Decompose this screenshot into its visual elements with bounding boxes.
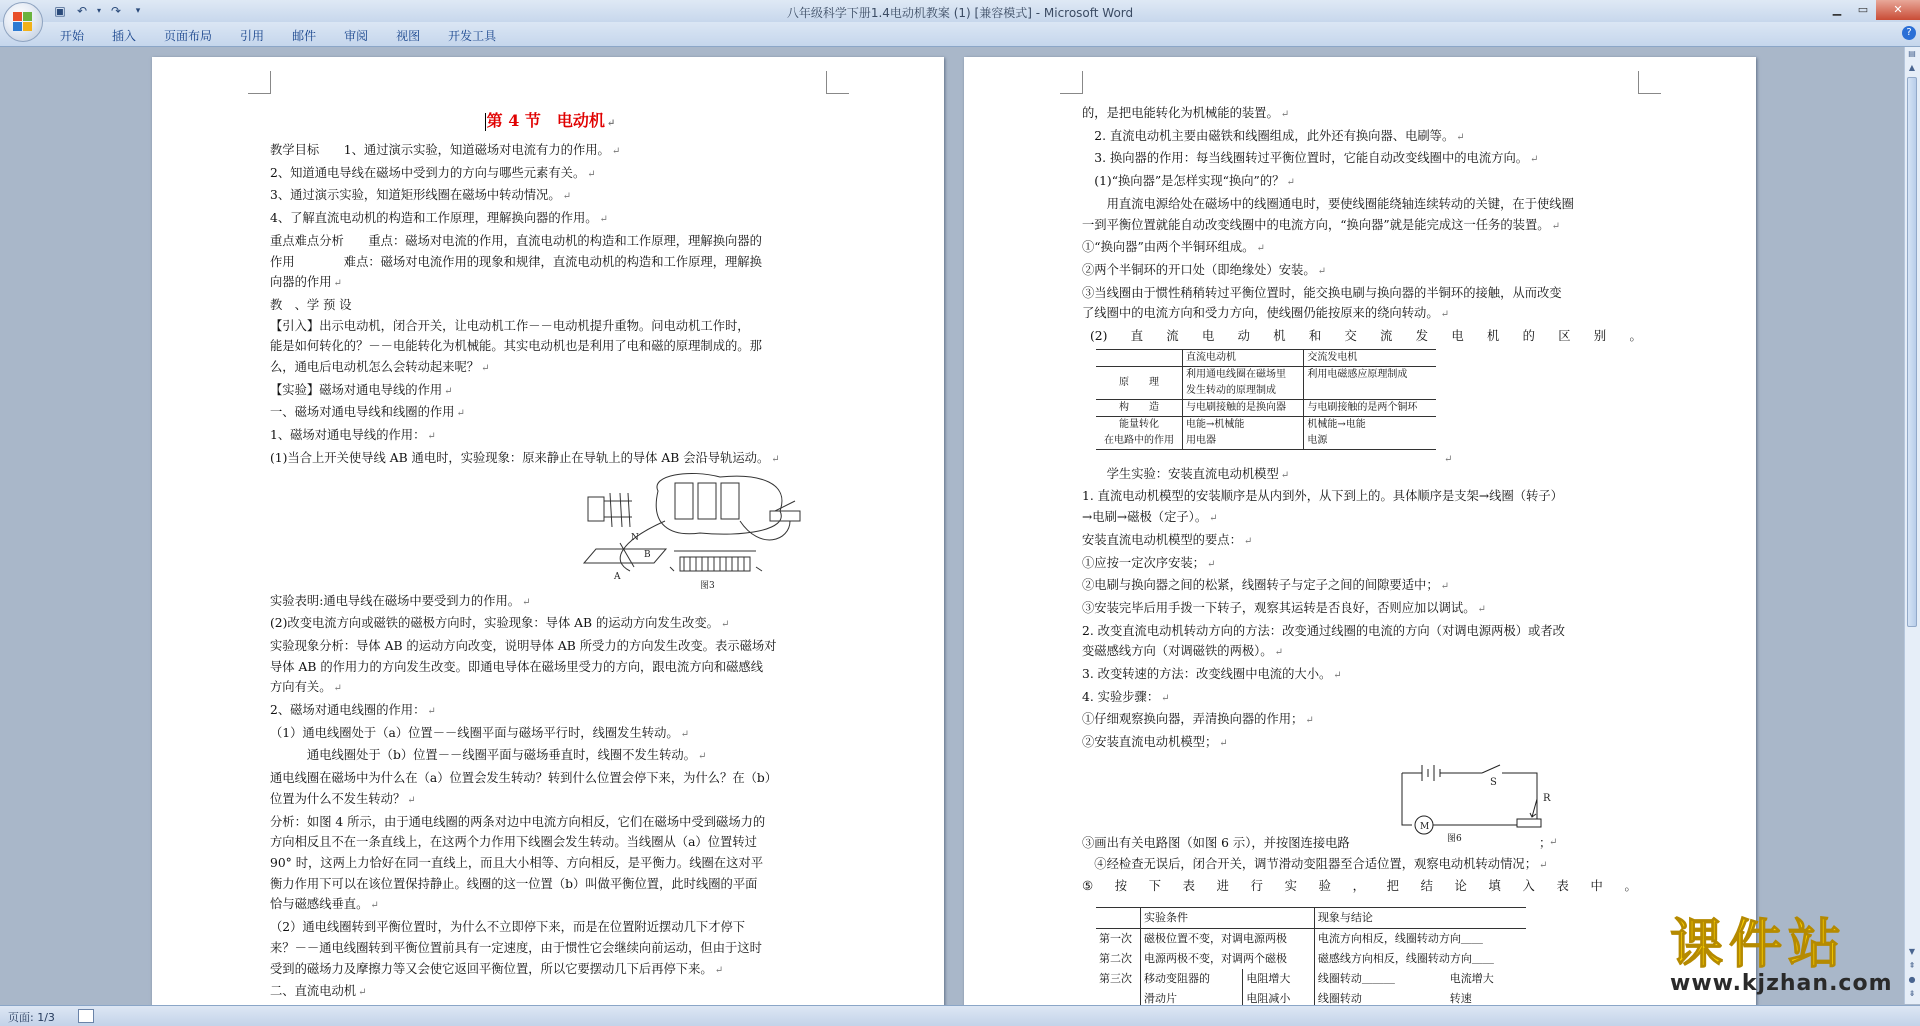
paragraph: 一、磁场对通电导线和线圈的作用 ↵ [270, 405, 465, 420]
tab-review[interactable]: 审阅 [344, 29, 369, 43]
paragraph: 3. 换向器的作用：每当线圈转过平衡位置时，它能自动改变线圈中的电流方向。 ↵ [1082, 151, 1539, 166]
maximize-icon[interactable]: ▭ [1857, 3, 1869, 16]
paragraph: ①仔细观察换向器，弄清换向器的作用； ↵ [1082, 712, 1314, 727]
office-logo-icon [13, 12, 33, 32]
window-title: 八年级科学下册1.4电动机教案 (1) [兼容模式] - Microsoft Word [786, 6, 1134, 20]
document-workspace [0, 47, 1905, 1004]
paragraph: （2）通电线圈转到平衡位置时，为什么不立即停下来，而是在位置附近摆动几下才停下 [270, 920, 746, 935]
figure-6-caption: 图6 [1447, 833, 1462, 844]
figure-3-caption: 图3 [700, 580, 715, 591]
table-row: 原 理 利用通电线圈在磁场里 发生转动的原理制成 利用电磁感应原理制成 [1096, 366, 1436, 399]
select-browse-object-icon[interactable]: ● [1908, 975, 1916, 984]
paragraph: 一到平衡位置就能自动改变线圈中的电流方向，“换向器”就是能完成这一任务的装置。 ↵ [1082, 217, 1560, 232]
customize-icon[interactable]: ▾ [135, 6, 141, 16]
rails [604, 501, 632, 517]
document-title: 第 4 节 电动机 ↵ [486, 111, 616, 130]
crop-mark [1060, 71, 1083, 94]
paragraph: 重点难点分析 重点：磁场对电流的作用，直流电动机的构造和工作原理，理解换向器的 [270, 233, 762, 248]
switch-symbol [1482, 765, 1500, 773]
paragraph: ①应按一定次序安装； ↵ [1082, 555, 1216, 570]
experiment-table [1096, 907, 1526, 1009]
close-icon[interactable]: ✕ [1876, 0, 1920, 20]
paragraph: 通电线圈在磁场中为什么在（a）位置会发生转动？转到什么位置会停下来，为什么？在（b） [270, 771, 778, 786]
paragraph: ③安装完毕后用手拨一下转子，观察其运转是否良好，否则应加以调试。 ↵ [1082, 600, 1486, 615]
watermark-main-text: 课件站 [1670, 914, 1847, 975]
paragraph: ③当线圈由于惯性稍稍转过平衡位置时，能交换电刷与换向器的半铜环的接触，从而改变 [1082, 285, 1562, 300]
paragraph: 衡力作用下可以在该位置保持静止。线圈的这一位置（b）叫做平衡位置，此时线圈的平面 [270, 876, 758, 891]
paragraph: 分析：如图 4 所示，由于通电线圈的两条对边中电流方向相反，它们在磁场中受到磁场力的 [270, 814, 766, 829]
paragraph: (1)“换向器”是怎样实现“换向”的？ ↵ [1082, 174, 1295, 189]
figure-3-apparatus [270, 471, 830, 591]
figure-6-circuit [1082, 755, 1652, 833]
paragraph: 来？－－通电线圈转到平衡位置前具有一定速度，由于惯性它会继续向前运动，但由于这时 [270, 940, 762, 955]
table-row: 第二次 电源两极不变，对调两个磁极 磁感线方向相反，线圈转动方向＿＿ [1096, 949, 1526, 969]
table-row: 实验条件 现象与结论 [1096, 907, 1526, 928]
paragraph: （1）通电线圈处于（a）位置－－线圈平面与磁场平行时，线圈发生转动。 ↵ [270, 725, 690, 740]
step5-line: ⑤ 按 下 表 进 行 实 验 ， 把 结 论 填 入 表 中 。 [1082, 879, 1637, 894]
watermark-url: www.kjzhan.com [1670, 971, 1893, 996]
paragraph: 作用 难点：磁场对电流作用的现象和规律，直流电动机的构造和工作原理，理解换 [270, 254, 762, 269]
rheostat-symbol [1517, 819, 1541, 827]
paragraph: 4. 实验步骤： ↵ [1082, 689, 1170, 704]
paragraph: →电刷→磁极（定子）。 ↵ [1082, 510, 1218, 525]
vertical-scrollbar[interactable] [1904, 47, 1920, 1004]
paragraph: 3. 改变转速的方法：改变线圈中电流的大小。 ↵ [1082, 667, 1342, 682]
previous-page-icon[interactable]: ⇞ [1908, 961, 1916, 970]
paragraph: 实验表明:通电导线在磁场中要受到力的作用。 ↵ [270, 593, 531, 608]
paragraph: ②电刷与换向器之间的松紧，线圈转子与定子之间的间隙要适中； ↵ [1082, 578, 1450, 593]
paragraph: 恰与磁感线垂直。 ↵ [270, 897, 379, 912]
label-r: R [1543, 792, 1551, 804]
tab-mailings[interactable]: 邮件 [292, 29, 317, 43]
scrollbar-thumb[interactable] [1907, 77, 1917, 627]
tab-view[interactable]: 视图 [396, 29, 421, 43]
page-2-body[interactable] [1082, 103, 1652, 1009]
undo-icon[interactable]: ↶ [76, 4, 88, 18]
tab-home[interactable]: 开始 [60, 29, 85, 43]
compare-table [1096, 349, 1436, 450]
minimize-icon[interactable]: ▁ [1832, 3, 1842, 16]
paragraph: 安装直流电动机模型的要点： ↵ [1082, 532, 1253, 547]
label-m: M [1420, 821, 1430, 832]
wire [1402, 773, 1412, 825]
paragraph: 位置为什么不发生转动？ ↵ [270, 791, 416, 806]
cell [698, 483, 716, 519]
table-row: 第三次 移动变阻器的 电阻增大 线圈转动＿＿＿ 电流增大 [1096, 969, 1526, 989]
paragraph: 导体 AB 的作用力的方向发生改变。即通电导体在磁场里受力的方向，跟电流方向和磁感线 [270, 659, 764, 674]
paragraph: 4、了解直流电动机的构造和工作原理，理解换向器的作用。 ↵ [270, 211, 608, 226]
paragraph: (2)改变电流方向或磁铁的磁极方向时，实验现象：导体 AB 的运动方向发生改变。 ↵ [270, 616, 730, 631]
watermark-logo [1670, 915, 1910, 1005]
paragraph: 2、磁场对通电线圈的作用： ↵ [270, 703, 436, 718]
title-bar [0, 0, 1920, 22]
help-icon[interactable]: ? [1902, 26, 1916, 40]
tab-page-layout[interactable]: 页面布局 [164, 29, 213, 43]
crop-mark [826, 71, 849, 94]
document-page-1[interactable] [152, 57, 944, 1017]
table-row: 能量转化 电能→机械能 机械能→电能 [1096, 416, 1436, 433]
paragraph: 【引入】出示电动机，闭合开关，让电动机工作－－电动机提升重物。问电动机工作时， [270, 318, 750, 333]
magnet-block [588, 497, 604, 521]
crop-mark [248, 71, 271, 94]
figure-3-drawing [270, 471, 830, 591]
page-indicator[interactable]: 页面: 1/3 [8, 1011, 55, 1024]
table-row: 直流电动机 交流发电机 [1096, 349, 1436, 366]
table-row: 构 造 与电刷接触的是换向器 与电刷接触的是两个铜环 [1096, 399, 1436, 416]
table-row: 第一次 磁极位置不变，对调电源两极 电流方向相反，线圈转动方向＿＿ [1096, 928, 1526, 949]
paragraph: 教 、学 预 设 [270, 297, 352, 312]
spacer: ↵ [1444, 453, 1453, 465]
paragraph: 变磁感线方向（对调磁铁的两极）。 ↵ [1082, 644, 1283, 659]
status-bar [0, 1005, 1920, 1026]
label-a: A [614, 571, 621, 582]
page-1-body[interactable] [270, 107, 830, 1025]
paragraph: 2、知道通电导线在磁场中受到力的方向与哪些元素有关。 ↵ [270, 165, 596, 180]
slider-arrow [1530, 799, 1537, 817]
switch-base [770, 511, 800, 521]
ribbon-tab-bar [0, 22, 1920, 47]
rheostat-coil [684, 557, 744, 571]
diff-heading: (2) 直 流 电 动 机 和 交 流 发 电 机 的 区 别 。 [1090, 329, 1642, 344]
scroll-up-icon[interactable]: ▲ [1908, 63, 1916, 72]
paragraph: 3、通过演示实验，知道矩形线圈在磁场中转动情况。 ↵ [270, 188, 572, 203]
paragraph: 了线圈中的电流方向和受力方向，使线圈仍能按原来的绕向转动。 ↵ [1082, 306, 1450, 321]
undo-dropdown-icon[interactable]: ▾ [96, 6, 101, 15]
paragraph: 1. 直流电动机模型的安装顺序是从内到外，从下到上的。具体顺序是支架→线圈（转子） [1082, 489, 1563, 504]
paragraph: 学生实验：安装直流电动机模型 ↵ [1082, 466, 1290, 481]
tab-developer[interactable]: 开发工具 [448, 29, 497, 43]
paragraph: 用直流电源给处在磁场中的线圈通电时，要使线圈能绕轴连续转动的关键，在于使线圈 [1082, 196, 1574, 211]
document-page-2[interactable] [964, 57, 1756, 1017]
cell [721, 483, 739, 519]
paragraph: ②两个半铜环的开口处（即绝缘处）安装。 ↵ [1082, 262, 1327, 277]
paragraph: ①“换向器”由两个半铜环组成。 ↵ [1082, 240, 1265, 255]
wire [1502, 773, 1537, 819]
paragraph: ④经检查无误后，闭合开关，调节滑动变阻器至合适位置，观察电动机转动情况； ↵ [1082, 856, 1548, 871]
cell [675, 483, 693, 519]
proofing-icon[interactable] [78, 1009, 94, 1023]
window-controls [1824, 0, 1920, 20]
paragraph: 能是如何转化的？－－电能转化为机械能。其实电动机也是利用了电和磁的原理制成的。那 [270, 339, 762, 354]
tab-insert[interactable]: 插入 [112, 29, 137, 43]
label-n: N [631, 532, 639, 543]
ruler-toggle-icon[interactable]: ▤ [1908, 49, 1916, 58]
paragraph: ②安装直流电动机模型； ↵ [1082, 735, 1228, 750]
paragraph: 1、磁场对通电导线的作用： ↵ [270, 428, 436, 443]
paragraph: 么，通电后电动机怎么会转动起来呢？ ↵ [270, 360, 490, 375]
paragraph: 2. 改变直流电动机转动方向的方法：改变通过线圈的电流的方向（对调电源两极）或者改 [1082, 623, 1565, 638]
figure-6-drawing [1082, 755, 1652, 833]
field-lines [610, 493, 630, 527]
paragraph: 通电线圈处于（b）位置－－线圈平面与磁场垂直时，线圈不发生转动。 ↵ [270, 748, 707, 763]
paragraph: 90° 时，这两上力恰好在同一直线上，而且大小相等、方向相反，是平衡力。线圈在这对平 [270, 855, 763, 870]
tab-references[interactable]: 引用 [240, 29, 265, 43]
paragraph: 2. 直流电动机主要由磁铁和线圈组成，此外还有换向器、电刷等。 ↵ [1082, 128, 1465, 143]
wire [740, 521, 790, 540]
switch-lever [775, 501, 795, 511]
paragraph: 实验现象分析：导体 AB 的运动方向改变，说明导体 AB 所受力的方向发生改变。表示磁场对 [270, 638, 777, 653]
paragraph: 二、直流电动机 ↵ [270, 984, 367, 999]
redo-icon[interactable]: ↷ [110, 4, 122, 18]
battery-symbol [1422, 765, 1440, 781]
paragraph: 向器的作用 ↵ [270, 275, 342, 290]
label-b: B [644, 549, 651, 560]
paragraph: 方向有关。 ↵ [270, 680, 342, 695]
table-row: 滑动片 电阻减小 线圈转动 转速 [1096, 989, 1526, 1009]
paragraph: 【实验】磁场对通电导线的作用 ↵ [270, 382, 453, 397]
paragraph: (1)当合上开关使导线 AB 通电时，实验现象：原来静止在导轨上的导体 AB 会沿导轨运动。 ↵ [270, 450, 780, 465]
paragraph: 教学目标 1、通过演示实验，知道磁场对电流有力的作用。 ↵ [270, 143, 621, 157]
crop-mark [1638, 71, 1661, 94]
ribbon-tabs [60, 27, 524, 44]
next-page-icon[interactable]: ⇟ [1908, 989, 1916, 998]
paragraph: 的，是把电能转化为机械能的装置。 ↵ [1082, 106, 1290, 120]
scroll-down-icon[interactable]: ▼ [1908, 947, 1916, 956]
label-s: S [1490, 776, 1497, 788]
save-icon[interactable]: ▣ [54, 4, 66, 18]
paragraph: ③画出有关电路图（如图 6 示），并按图连接电路 图6 ； ↵ [1082, 833, 1652, 854]
paragraph: 方向相反且不在一条直线上，在这两个力作用下线圈会发生转动。当线圈从（a）位置转过 [270, 835, 757, 850]
table-row: 在电路中的作用 用电器 电源 [1096, 433, 1436, 450]
text-cursor [485, 113, 486, 131]
office-button[interactable] [3, 2, 43, 42]
paragraph: 受到的磁场力及摩擦力等又会使它返回平衡位置，所以它要摆动几下后再停下来。 ↵ [270, 961, 724, 976]
